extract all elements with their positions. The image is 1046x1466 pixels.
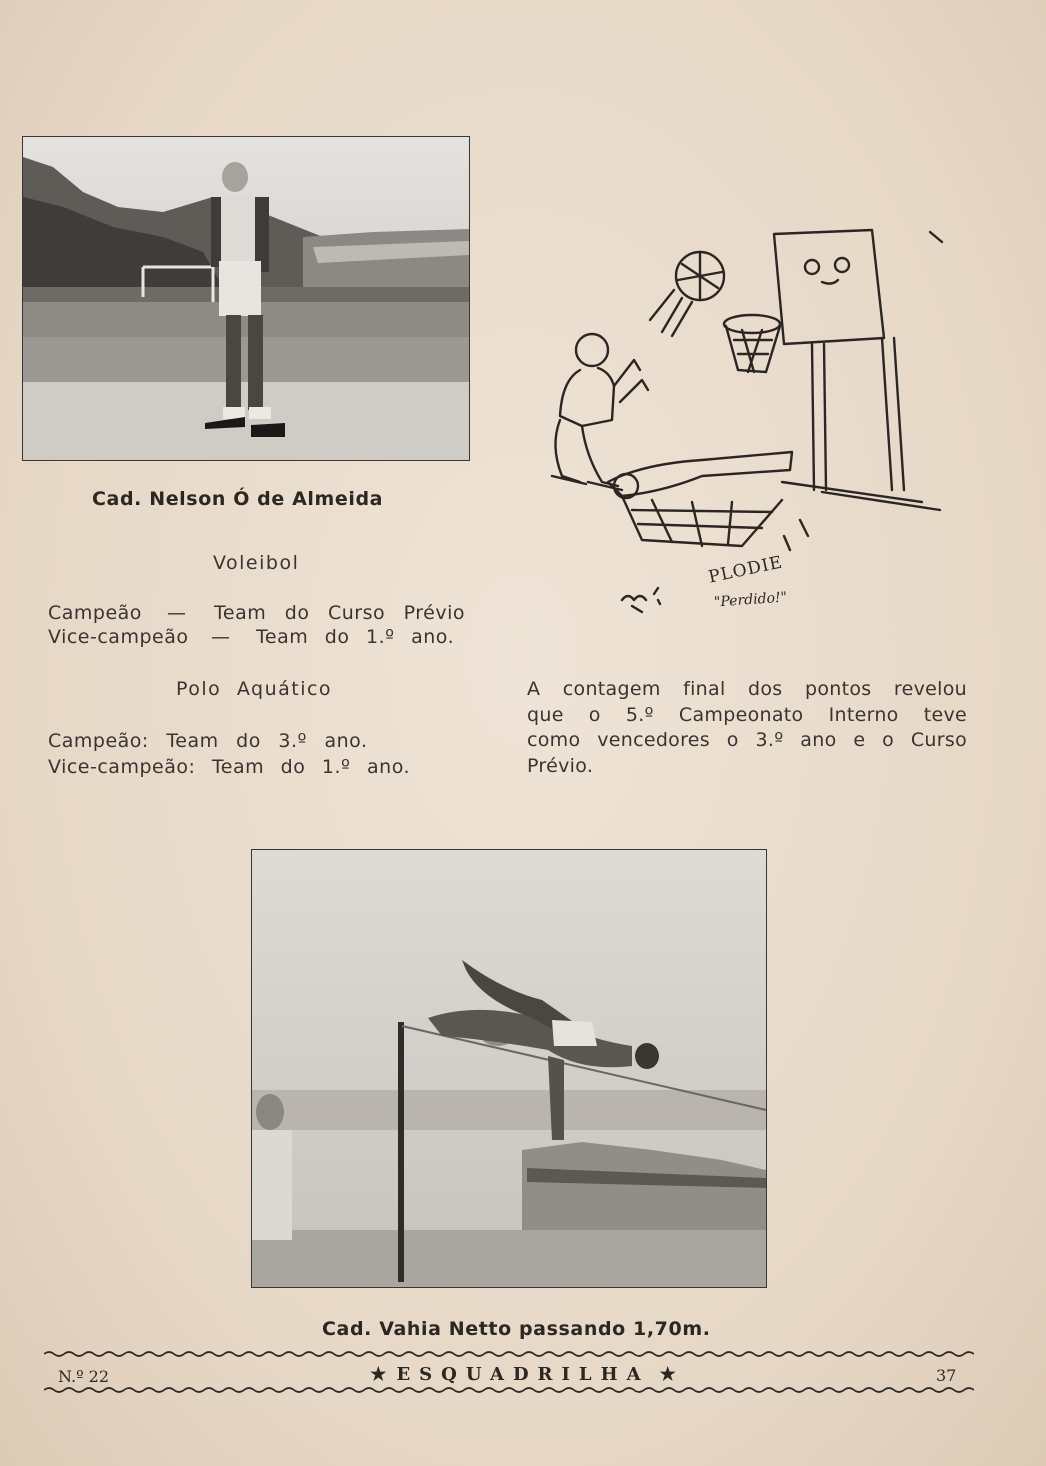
paragraph-line: Prévio. xyxy=(527,754,594,777)
volleyball-vice-dash: — xyxy=(211,626,231,648)
top-photo-caption: Cad. Nelson Ó de Almeida xyxy=(92,488,384,510)
paragraph-line: A contagem final dos pontos revelou xyxy=(527,678,967,700)
basketball-cartoon xyxy=(522,220,962,630)
volleyball-champion-dash: — xyxy=(167,602,187,624)
magazine-name: ESQUADRILHA xyxy=(396,1364,650,1385)
water-polo-champion: Campeão: Team do 3.º ano. xyxy=(48,730,368,752)
star-icon: ★ xyxy=(370,1364,387,1385)
issue-number: N.º 22 xyxy=(58,1367,110,1386)
magazine-title-footer xyxy=(0,1364,1046,1385)
footer-bottom-rule xyxy=(44,1386,974,1394)
paragraph-line: que o 5.º Campeonato Interno teve xyxy=(527,703,967,726)
bottom-photo-caption: Cad. Vahia Netto passando 1,70m. xyxy=(322,1318,711,1340)
volleyball-vice-label: Vice-campeão xyxy=(48,626,189,648)
water-polo-heading: Polo Aquático xyxy=(176,678,333,700)
athlete-photo-nelson xyxy=(22,136,470,461)
water-polo-vice: Vice-campeão: Team do 1.º ano. xyxy=(48,756,411,778)
final-count-paragraph xyxy=(527,677,967,779)
high-jump-photo xyxy=(251,849,767,1288)
volleyball-champion-value: Team do Curso Prévio xyxy=(214,602,466,624)
cartoon-exclamation: "Perdido!" xyxy=(713,589,788,611)
volleyball-heading: Voleibol xyxy=(213,552,300,574)
volleyball-vice-value: Team do 1.º ano. xyxy=(256,626,455,648)
paragraph-line: como vencedores o 3.º ano e o Curso xyxy=(527,729,967,751)
page-number: 37 xyxy=(936,1366,957,1385)
volleyball-champion-label: Campeão xyxy=(48,602,142,624)
footer-top-rule xyxy=(44,1350,974,1358)
cartoon-signature: PLODIE xyxy=(706,552,785,588)
star-icon: ★ xyxy=(659,1364,676,1385)
